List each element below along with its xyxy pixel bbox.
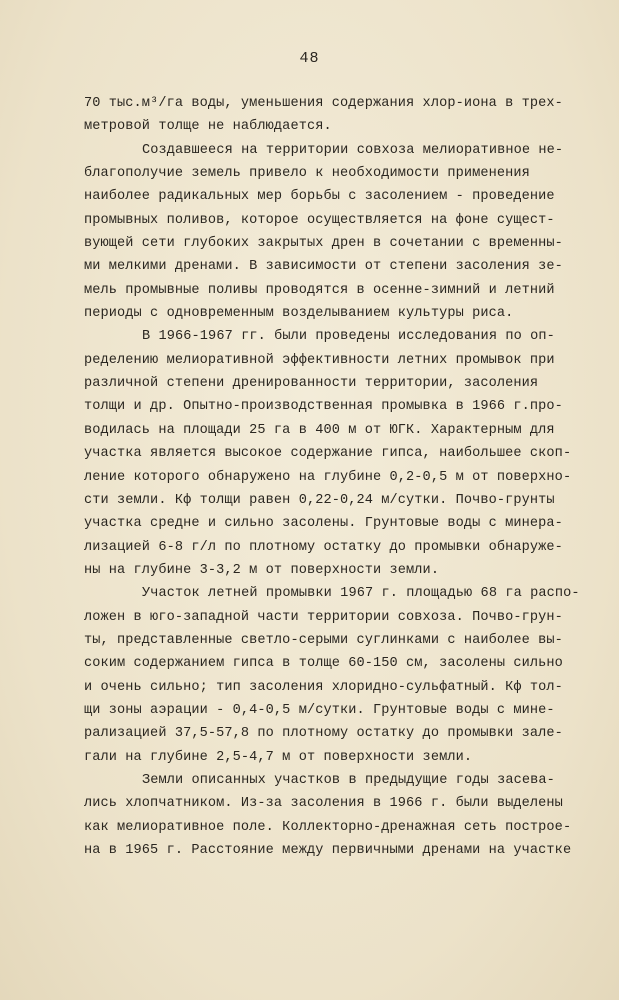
- text-line: ределению мелиоративной эффективности летних промывок при: [84, 352, 555, 368]
- page-number: 48: [299, 50, 320, 67]
- text-line: Создавшееся на территории совхоза мелиоративное не-: [142, 142, 564, 158]
- text-line: вующей сети глубоких закрытых дрен в сочетании с временны-: [84, 236, 563, 252]
- text-line: 70 тыс.м³/га воды, уменьшения содержания хлор-иона в трех-: [84, 96, 563, 111]
- text-line: на в 1965 г. Расстояние между первичными дренами на участке: [84, 843, 572, 858]
- text-line: метровой толще не наблюдается.: [84, 119, 332, 135]
- text-line: мель промывные поливы проводятся в осенне-зимний и летний: [84, 282, 555, 298]
- text-line: как мелиоративное поле. Коллекторно-дренажная сеть построе-: [84, 819, 572, 835]
- text-line: гали на глубине 2,5-4,7 м от поверхности земли.: [84, 749, 473, 765]
- text-line: ны на глубине 3-3,2 м от поверхности земли.: [84, 562, 440, 578]
- text-line: толщи и др. Опытно-производственная промывка в 1966 г.про-: [84, 399, 563, 415]
- text-line: благополучие земель привело к необходимости применения: [84, 166, 530, 182]
- text-line: и очень сильно; тип засоления хлоридно-сульфатный. Кф тол-: [84, 679, 563, 695]
- body-text: [84, 92, 584, 862]
- text-line: различной степени дренированности территории, засоления: [84, 376, 539, 392]
- text-line: ление которого обнаружено на глубине 0,2-0,5 м от поверхно-: [84, 469, 572, 485]
- text-line: соким содержанием гипса в толще 60-150 см, засолены сильно: [84, 656, 563, 672]
- text-line: наиболее радикальных мер борьбы с засолением - проведение: [84, 189, 555, 205]
- text-line: Участок летней промывки 1967 г. площадью 68 га распо-: [142, 586, 580, 602]
- text-line: ложен в юго-западной части территории совхоза. Почво-грун-: [84, 609, 563, 625]
- text-line: периоды с одновременным возделыванием культуры риса.: [84, 306, 514, 322]
- text-line: В 1966-1967 гг. были проведены исследования по оп-: [142, 329, 555, 345]
- text-line: участка является высокое содержание гипса, наибольшее скоп-: [84, 446, 572, 462]
- text-line: ты, представленные светло-серыми суглинками с наиболее вы-: [84, 632, 563, 648]
- text-line: ми мелкими дренами. В зависимости от степени засоления зе-: [84, 259, 563, 275]
- text-line: участка средне и сильно засолены. Грунтовые воды с минера-: [84, 516, 563, 532]
- text-line: Земли описанных участков в предыдущие годы засева-: [142, 772, 555, 788]
- text-line: лизацией 6-8 г/л по плотному остатку до промывки обнаруже-: [84, 539, 563, 555]
- text-line: щи зоны аэрации - 0,4-0,5 м/сутки. Грунтовые воды с мине-: [84, 702, 555, 718]
- text-line: лись хлопчатником. Из-за засоления в 1966 г. были выделены: [84, 796, 563, 812]
- text-line: водилась на площади 25 га в 400 м от ЮГК. Характерным для: [84, 422, 555, 438]
- text-line: рализацией 37,5-57,8 по плотному остатку до промывки зале-: [84, 726, 563, 742]
- text-line: промывных поливов, которое осуществляется на фоне сущест-: [84, 212, 555, 228]
- text-line: сти земли. Кф толщи равен 0,22-0,24 м/сутки. Почво-грунты: [84, 492, 555, 508]
